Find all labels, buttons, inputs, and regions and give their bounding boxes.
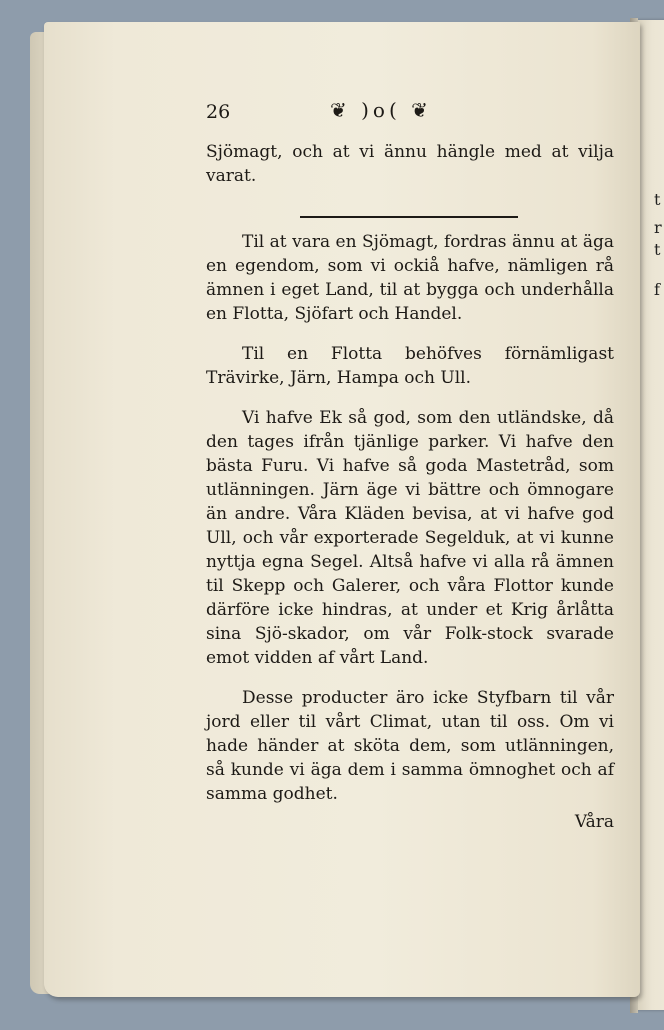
- section-rule: [300, 216, 518, 218]
- page-number: 26: [206, 101, 231, 123]
- running-head: [206, 96, 614, 126]
- paragraph-producter: Desse producter äro icke Styfbarn til vår jord eller til vårt Climat, utan til oss. Om vi hade händer at sköta dem, som utlänningen, så kunde vi äga dem i samma ömnoghet och af samma godhet.: [206, 688, 614, 804]
- paragraph-continuation: Sjömagt, och at vi ännu hängle med at vilja varat.: [206, 142, 614, 186]
- next-page-fragment: t: [654, 190, 661, 209]
- page-text-block: [206, 96, 614, 834]
- next-page-fragment: t: [654, 240, 661, 259]
- paragraph-amnen: Vi hafve Ek så god, som den utländske, då den tages ifrån tjänlige parker. Vi hafve den bästa Furu. Vi hafve så goda Mastetråd, som utlänningen. Järn äge vi bättre och ömnogare än andre. Våra Kläden bevisa, at vi hafve god Ull, och vår exporterade Segelduk, at vi kunne nyttja egna Segel. Altså hafve vi alla rå ämnen til Skepp och Galerer, och våra Flottor kunde därföre icke hindras, at under et Krig årlåtta sina Sjö-skador, om vår Folk-stock svarade emot vidden af vårt Land.: [206, 408, 614, 668]
- ornament-header: ❦ )o( ❦: [330, 98, 432, 122]
- paragraph-flotta: Til en Flotta behöfves förnämligast Trävirke, Järn, Hampa och Ull.: [206, 344, 614, 388]
- next-page-strip: [636, 20, 664, 1010]
- catchword: Våra: [574, 812, 614, 832]
- next-page-fragment: r: [654, 218, 662, 237]
- paragraph-sjomagt: Til at vara en Sjömagt, fordras ännu at äga en egendom, som vi ockiå hafve, nämligen rå ämnen i eget Land, til at bygga och underhålla en Flotta, Sjöfart och Handel.: [206, 232, 614, 324]
- next-page-fragment: f: [654, 280, 660, 299]
